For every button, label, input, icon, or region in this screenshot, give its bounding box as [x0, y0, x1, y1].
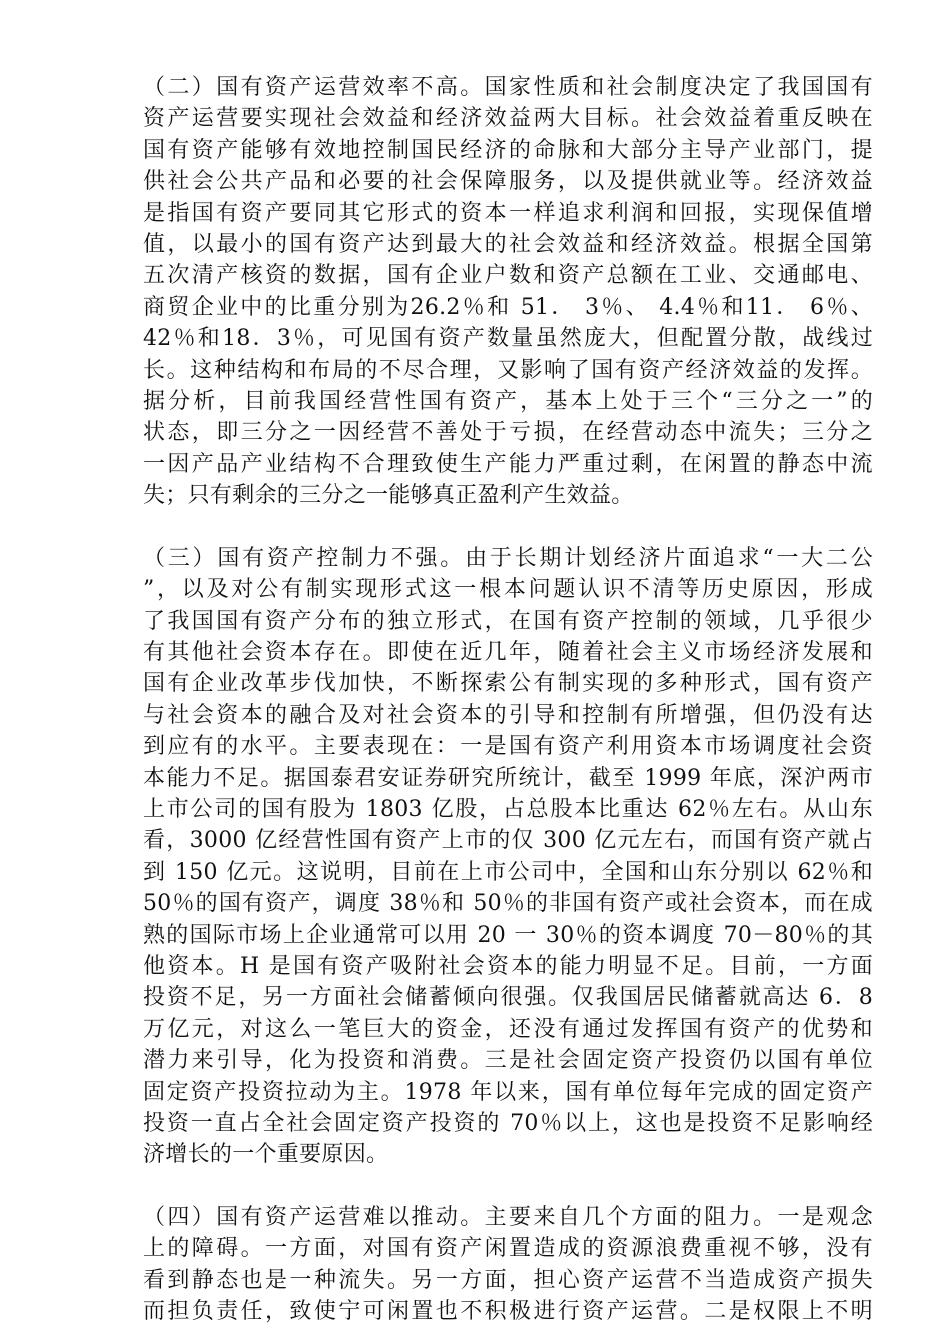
paragraph-4	[143, 1202, 873, 1328]
text-line: 据分析，目前我国经营性国有资产，基本上处于三个“三分之一”的	[143, 388, 873, 414]
text-line: 熟的国际市场上企业通常可以用 20 一 30％的资本调度 70－80％的其	[143, 922, 873, 948]
text-line: 国有资产能够有效地控制国民经济的命脉和大部分主导产业部门，提	[143, 137, 873, 163]
text-line: 万亿元，对这么一笔巨大的资金，还没有通过发挥国有资产的优势和	[143, 1016, 873, 1042]
text-line: 上的障碍。一方面，对国有资产闲置造成的资源浪费重视不够，没有	[143, 1236, 873, 1262]
text-line: 五次清产核资的数据，国有企业户数和资产总额在工业、交通邮电、	[143, 263, 873, 289]
text-line: 是指国有资产要同其它形式的资本一样追求利润和回报，实现保值增	[143, 200, 873, 226]
paragraph-spacer	[143, 1171, 873, 1202]
text-line: （三）国有资产控制力不强。由于长期计划经济片面追求“一大二公	[143, 545, 873, 571]
text-line: （二）国有资产运营效率不高。国家性质和社会制度决定了我国国有	[143, 75, 873, 100]
text-line: 商贸企业中的比重分别为26.2％和 51． 3％、 4.4％和11． 6％、	[143, 294, 873, 320]
text-line: 42％和18．3％，可见国有资产数量虽然庞大，但配置分散，战线过	[143, 326, 873, 352]
paragraph-3	[143, 543, 873, 1171]
paragraph-2	[143, 72, 873, 511]
text-line: 上市公司的国有股为 1803 亿股，占总股本比重达 62％左右。从山东	[143, 796, 873, 822]
text-line: 到应有的水平。主要表现在：一是国有资产利用资本市场调度社会资	[143, 734, 873, 760]
text-line: 长。这种结构和布局的不尽合理，又影响了国有资产经济效益的发挥。	[143, 357, 873, 383]
paragraph-spacer	[143, 511, 873, 542]
text-line: 投资不足，另一方面社会储蓄倾向很强。仅我国居民储蓄就高达 6．8	[143, 985, 873, 1011]
text-line: 固定资产投资拉动为主。1978 年以来，国有单位每年完成的固定资产	[143, 1079, 873, 1105]
text-line: 值，以最小的国有资产达到最大的社会效益和经济效益。根据全国第	[143, 231, 873, 257]
text-line: 济增长的一个重要原因。	[143, 1142, 389, 1168]
text-line: 供社会公共产品和必要的社会保障服务，以及提供就业等。经济效益	[143, 169, 873, 195]
text-line: 看到静态也是一种流失。另一方面，担心资产运营不当造成资产损失	[143, 1267, 873, 1293]
text-line: 到 150 亿元。这说明，目前在上市公司中，全国和山东分别以 62％和	[143, 859, 873, 885]
text-line: 有其他社会资本存在。即使在近几年，随着社会主义市场经济发展和	[143, 640, 873, 666]
text-line: 而担负责任，致使宁可闲置也不积极进行资产运营。二是权限上不明	[143, 1299, 873, 1325]
text-line: 本能力不足。据国泰君安证券研究所统计，截至 1999 年底，深沪两市	[143, 765, 873, 791]
document-page	[143, 72, 873, 1328]
text-line: （四）国有资产运营难以推动。主要来自几个方面的阻力。一是观念	[143, 1205, 873, 1231]
text-line: 了我国国有资产分布的独立形式，在国有资产控制的领域，几乎很少	[143, 608, 873, 634]
text-line: 国有企业改革步伐加快，不断探索公有制实现的多种形式，国有资产	[143, 671, 873, 697]
text-line: 投资一直占全社会固定资产投资的 70％以上，这也是投资不足影响经	[143, 1110, 873, 1136]
text-line: 与社会资本的融合及对社会资本的引导和控制有所增强，但仍没有达	[143, 702, 873, 728]
text-line: 状态，即三分之一因经营不善处于亏损，在经营动态中流失；三分之	[143, 420, 873, 446]
text-line: 失；只有剩余的三分之一能够真正盈利产生效益。	[143, 483, 634, 509]
text-line: 50％的国有资产，调度 38％和 50％的非国有资产或社会资本，而在成	[143, 891, 873, 917]
text-line: 潜力来引导，化为投资和消费。三是社会固定资产投资仍以国有单位	[143, 1048, 873, 1074]
text-line: 资产运营要实现社会效益和经济效益两大目标。社会效益着重反映在	[143, 106, 873, 132]
text-line: 看，3000 亿经营性国有资产上市的仅 300 亿元左右，而国有资产就占	[143, 828, 873, 854]
text-line: ”，以及对公有制实现形式这一根本问题认识不清等历史原因，形成	[143, 577, 873, 603]
text-line: 一因产品产业结构不合理致使生产能力严重过剩，在闲置的静态中流	[143, 451, 873, 477]
text-line: 他资本。H 是国有资产吸附社会资本的能力明显不足。目前，一方面	[143, 953, 873, 979]
